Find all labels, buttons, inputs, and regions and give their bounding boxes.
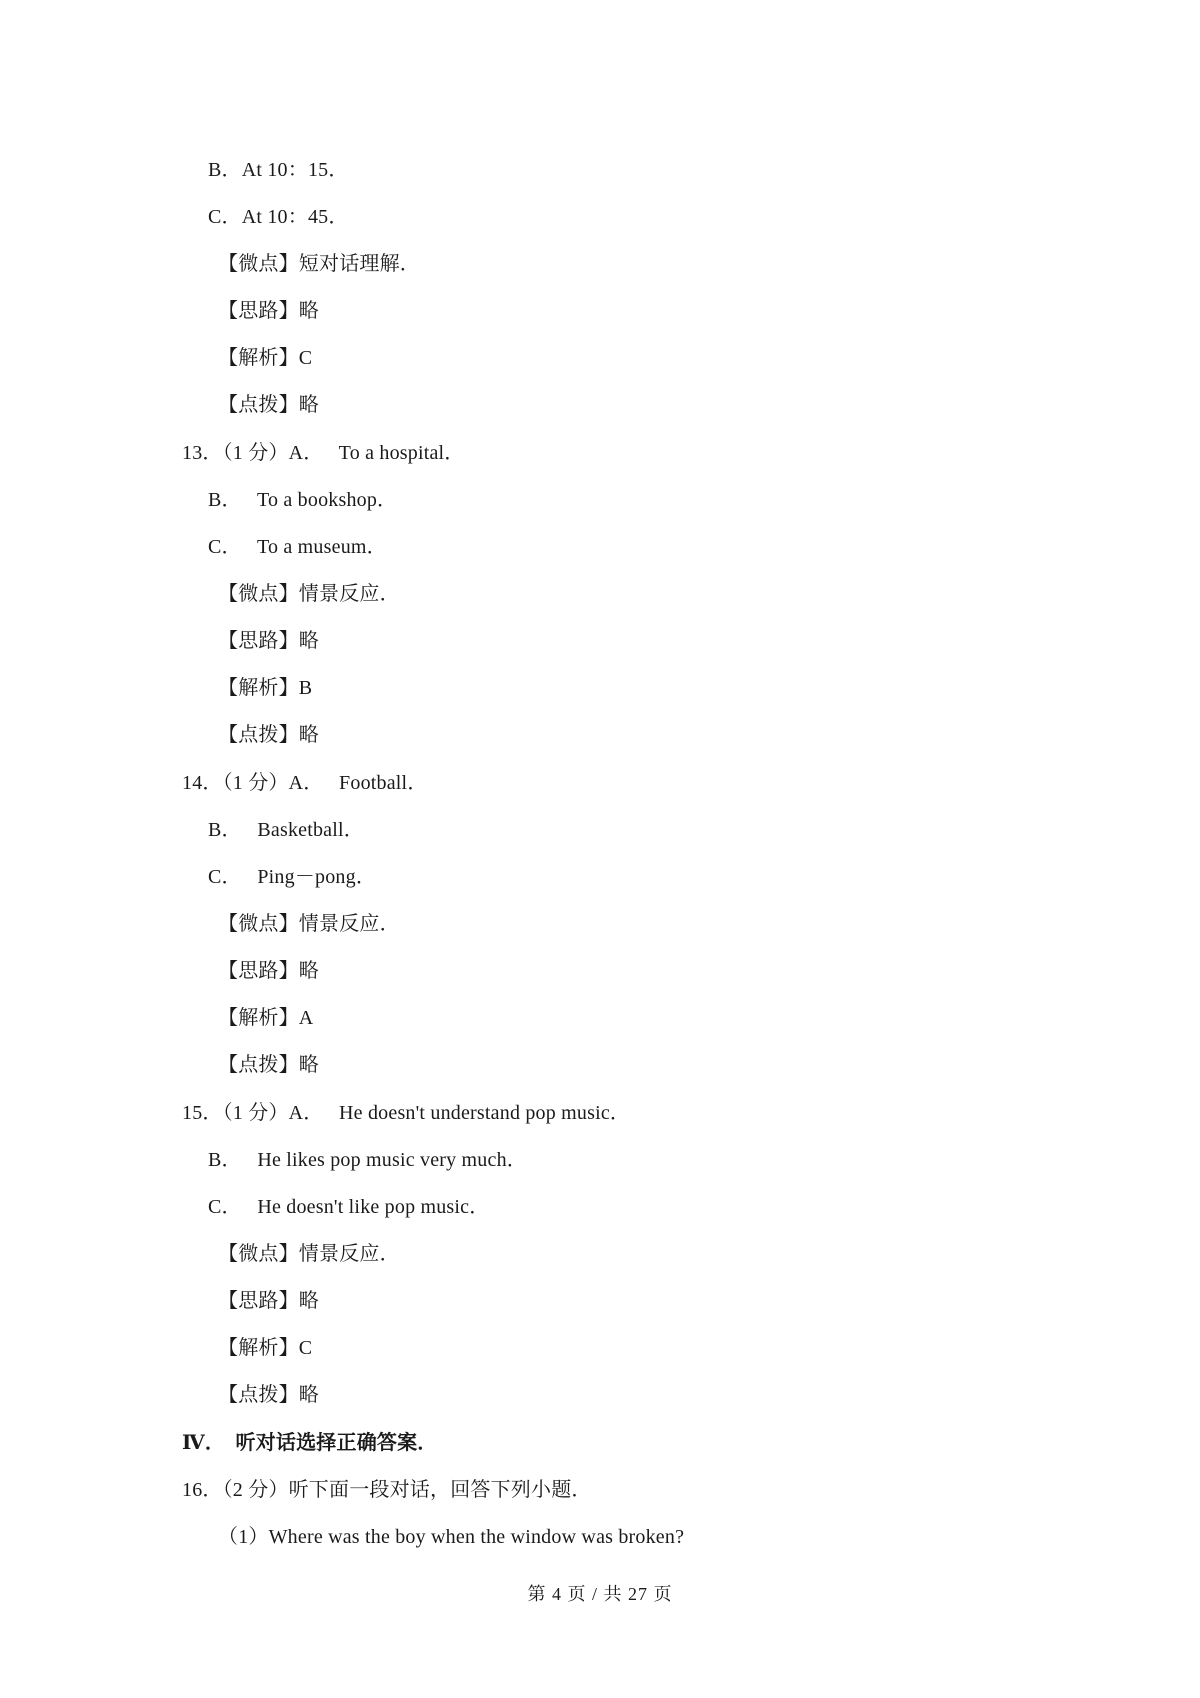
section-heading: Ⅳ． 听对话选择正确答案．	[182, 1432, 438, 1454]
q13-stem-option-a: 13．（1 分）A． To a hospital．	[182, 442, 465, 464]
q12-option-b: B．At 10：15．	[208, 159, 349, 181]
q14-option-c: C． Ping－pong．	[208, 866, 377, 888]
q15-stem-option-a: 15．（1 分）A． He doesn't understand pop music．	[182, 1102, 631, 1124]
q15-dianbo: 【点拨】略	[218, 1384, 319, 1406]
q15-option-c: C． He doesn't like pop music．	[208, 1196, 490, 1218]
q15-weidian: 【微点】情景反应．	[218, 1243, 400, 1265]
q14-stem-option-a: 14．（1 分）A． Football．	[182, 772, 428, 794]
q12-option-c: C．At 10：45．	[208, 206, 349, 228]
q14-dianbo: 【点拨】略	[218, 1054, 319, 1076]
q13-option-c: C． To a museum．	[208, 536, 387, 558]
q13-silu: 【思路】略	[218, 630, 319, 652]
q15-jiexi: 【解析】C	[218, 1337, 313, 1359]
q15-silu: 【思路】略	[218, 1290, 319, 1312]
q12-jiexi: 【解析】C	[218, 347, 313, 369]
q14-jiexi: 【解析】A	[218, 1007, 314, 1029]
q12-silu: 【思路】略	[218, 300, 319, 322]
q14-option-b: B． Basketball．	[208, 819, 364, 841]
q13-dianbo: 【点拨】略	[218, 724, 319, 746]
q16-stem: 16．（2 分）听下面一段对话，回答下列小题．	[182, 1479, 592, 1501]
q15-option-b: B． He likes pop music very much．	[208, 1149, 527, 1171]
q14-weidian: 【微点】情景反应．	[218, 913, 400, 935]
q16-sub-question-1: （1）Where was the boy when the window was broken?	[218, 1526, 685, 1548]
q13-option-b: B． To a bookshop．	[208, 489, 398, 511]
q12-dianbo: 【点拨】略	[218, 394, 319, 416]
q12-weidian: 【微点】短对话理解．	[218, 253, 420, 275]
page-number-footer: 第 4 页 / 共 27 页	[527, 1584, 673, 1604]
q13-weidian: 【微点】情景反应．	[218, 583, 400, 605]
q13-jiexi: 【解析】B	[218, 677, 313, 699]
q14-silu: 【思路】略	[218, 960, 319, 982]
